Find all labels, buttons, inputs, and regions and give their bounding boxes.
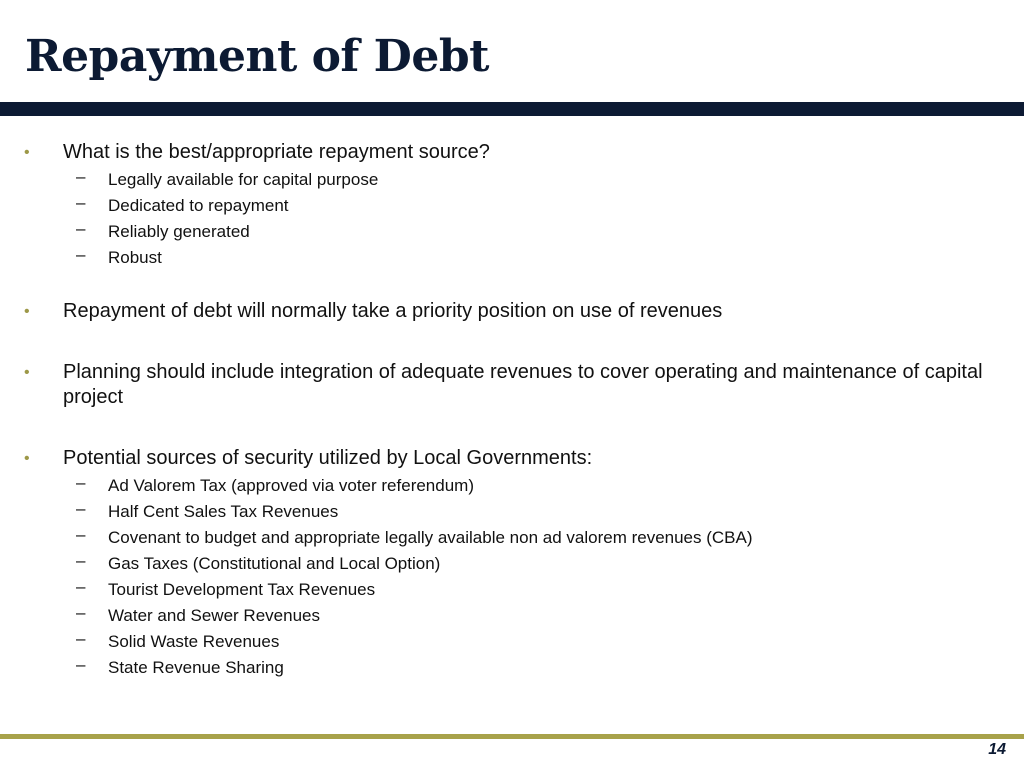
sub-list-item: [0, 629, 1024, 655]
sub-item-text: Water and Sewer Revenues: [108, 606, 320, 625]
sub-item-text: Tourist Development Tax Revenues: [108, 580, 376, 599]
dash-icon: –: [76, 655, 86, 674]
sub-item-text: Covenant to budget and appropriate legally available non ad valorem revenues (CBA): [108, 528, 753, 547]
bullet-text: Repayment of debt will normally take a priority position on use of revenues: [63, 300, 723, 322]
dash-icon: –: [76, 473, 86, 492]
bullet-item: [0, 140, 1024, 271]
sub-list-item: [0, 193, 1024, 219]
dash-icon: –: [76, 245, 86, 264]
dash-icon: –: [76, 499, 86, 518]
sub-list-item: [0, 167, 1024, 193]
bullet-dot-icon: •: [24, 450, 30, 467]
dash-icon: –: [76, 603, 86, 622]
dash-icon: –: [76, 629, 86, 648]
spacer: [0, 324, 1024, 360]
bullet-item: [0, 446, 1024, 681]
sub-item-text: Solid Waste Revenues: [108, 632, 280, 651]
page-number: 14: [988, 741, 1006, 758]
dash-icon: –: [76, 525, 86, 544]
bullet-item: [0, 299, 1024, 324]
sub-list-item: [0, 551, 1024, 577]
sub-item-text: Half Cent Sales Tax Revenues: [108, 502, 339, 521]
spacer: [0, 271, 1024, 299]
dash-icon: –: [76, 551, 86, 570]
sub-item-text: State Revenue Sharing: [108, 658, 284, 677]
sub-item-text: Reliably generated: [108, 222, 250, 241]
bullet-dot-icon: •: [24, 303, 30, 320]
sub-list-item: [0, 655, 1024, 681]
sub-item-text: Dedicated to repayment: [108, 196, 289, 215]
dash-icon: –: [76, 167, 86, 186]
spacer: [0, 410, 1024, 446]
footer-divider: [0, 734, 1024, 739]
sub-list-item: [0, 499, 1024, 525]
sub-list-item: [0, 525, 1024, 551]
sub-item-text: Legally available for capital purpose: [108, 170, 379, 189]
dash-icon: –: [76, 193, 86, 212]
slide-content: [0, 140, 1024, 681]
bullet-item: [0, 360, 1024, 410]
dash-icon: –: [76, 577, 86, 596]
sub-item-text: Ad Valorem Tax (approved via voter referendum): [108, 476, 474, 495]
sub-list-item: [0, 473, 1024, 499]
sub-item-text: Robust: [108, 248, 162, 267]
bullet-dot-icon: •: [24, 144, 30, 161]
sub-list-item: [0, 219, 1024, 245]
bullet-text: What is the best/appropriate repayment source?: [63, 141, 490, 163]
sub-list-item: [0, 245, 1024, 271]
sub-list: [0, 167, 1024, 271]
sub-item-text: Gas Taxes (Constitutional and Local Option): [108, 554, 441, 573]
sub-list-item: [0, 603, 1024, 629]
sub-list: [0, 473, 1024, 681]
slide-title: Repayment of Debt: [25, 31, 489, 82]
sub-list-item: [0, 577, 1024, 603]
bullet-text: Planning should include integration of adequate revenues to cover operating and maintenance of capital project: [63, 361, 983, 408]
title-divider: [0, 102, 1024, 116]
dash-icon: –: [76, 219, 86, 238]
bullet-dot-icon: •: [24, 364, 30, 381]
bullet-text: Potential sources of security utilized by Local Governments:: [63, 447, 593, 469]
